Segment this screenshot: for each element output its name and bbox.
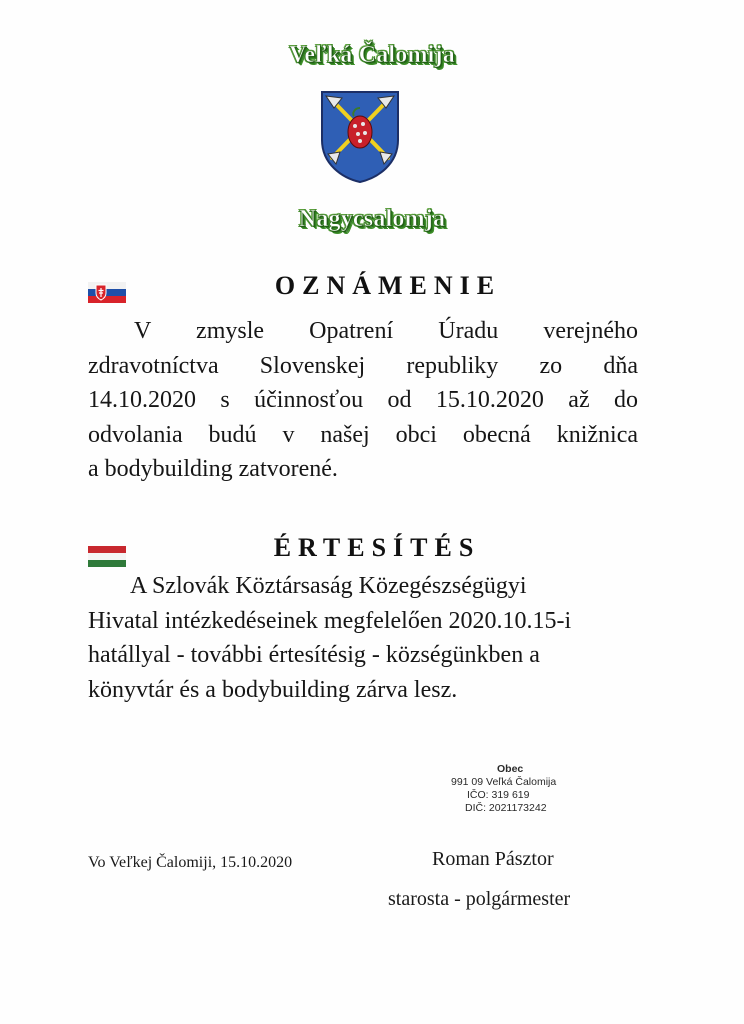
notice-line: V zmysle Opatrení Úradu verejného: [134, 318, 638, 344]
notice-line: a bodybuilding zatvorené.: [88, 456, 338, 482]
heading-oznamenie: OZNÁMENIE: [274, 271, 502, 300]
signatory-role: starosta - polgármester: [388, 888, 571, 910]
municipal-stamp: [445, 763, 615, 815]
notice-line: Hivatal intézkedéseinek megfelelően 2020.10.15-i: [88, 607, 572, 634]
notice-line: A Szlovák Köztársaság Közegészségügyi: [130, 573, 527, 599]
stamp-line: DIČ: 2021173242: [465, 802, 547, 814]
stamp-line: 991 09 Veľká Čalomija: [451, 776, 557, 788]
village-name-slovak: Veľká Čalomija: [289, 42, 455, 68]
notice-line: zdravotníctva Slovenskej republiky zo dňa: [88, 352, 638, 379]
notice-text-hungarian: [88, 569, 648, 707]
stamp-line: IČO: 319 619: [467, 789, 530, 801]
village-name-hungarian: Nagycsalomja: [298, 206, 446, 232]
coat-of-arms-icon: [318, 88, 402, 184]
place-and-date: Vo Veľkej Čalomiji, 15.10.2020: [88, 854, 293, 871]
notice-text-slovak: [88, 314, 638, 487]
notice-line: hatállyal - további értesítésig - községünkben a: [88, 642, 540, 668]
notice-line: 14.10.2020 s účinnosťou od 15.10.2020 až do: [88, 387, 638, 413]
notice-line: odvolania budú v našej obci obecná knižnica: [88, 421, 638, 448]
notice-line: könyvtár és a bodybuilding zárva lesz.: [88, 676, 458, 703]
heading-ertesites: ÉRTESÍTÉS: [273, 533, 481, 562]
stamp-line: Obec: [497, 763, 524, 775]
signatory-name: Roman Pásztor: [432, 848, 554, 870]
